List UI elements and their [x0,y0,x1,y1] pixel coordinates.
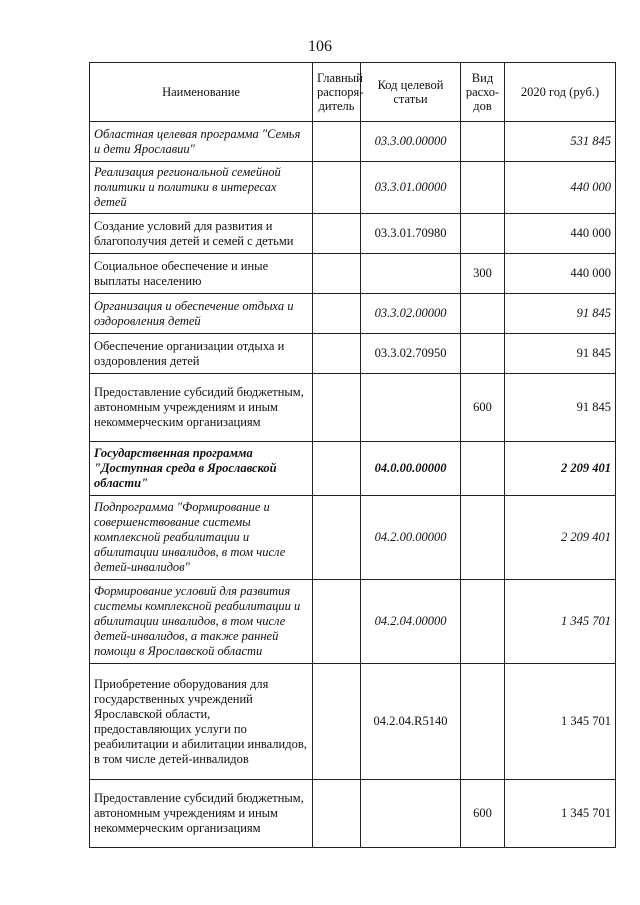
table-row [90,442,616,496]
cell-code: 03.3.01.70980 [361,214,461,254]
table-row [90,580,616,664]
table-row [90,162,616,214]
cell-admin [313,496,361,580]
cell-sum: 1 345 701 [505,664,616,780]
cell-name: Организация и обеспечение отдыха и оздоровления детей [90,294,313,334]
cell-sum: 1 345 701 [505,780,616,848]
cell-name: Областная целевая программа "Семья и дети Ярославии" [90,122,313,162]
header-admin: Главный распоря-дитель [313,63,361,122]
cell-code: 04.0.00.00000 [361,442,461,496]
table-header-row [90,63,616,122]
page-number: 106 [308,38,332,55]
cell-name: Государственная программа "Доступная среда в Ярославской области" [90,442,313,496]
cell-admin [313,580,361,664]
cell-name: Социальное обеспечение и иные выплаты населению [90,254,313,294]
table-row [90,122,616,162]
cell-type [461,294,505,334]
budget-table [89,62,616,848]
cell-admin [313,254,361,294]
cell-type [461,162,505,214]
cell-type [461,442,505,496]
cell-code [361,780,461,848]
table-row [90,664,616,780]
cell-name: Предоставление субсидий бюджетным, автономным учреждениям и иным некоммерческим организациям [90,374,313,442]
cell-type [461,580,505,664]
cell-admin [313,214,361,254]
cell-sum: 1 345 701 [505,580,616,664]
cell-code: 04.2.00.00000 [361,496,461,580]
cell-admin [313,780,361,848]
cell-sum: 2 209 401 [505,442,616,496]
cell-name: Формирование условий для развития системы комплексной реабилитации и абилитации инвалидов, в том числе детей-инвалидов, а также ранней помощи в Ярославской области [90,580,313,664]
cell-sum: 440 000 [505,162,616,214]
table-row [90,374,616,442]
cell-code: 04.2.04.00000 [361,580,461,664]
cell-name: Обеспечение организации отдыха и оздоровления детей [90,334,313,374]
table-row [90,254,616,294]
cell-admin [313,374,361,442]
cell-type: 600 [461,780,505,848]
cell-code: 03.3.02.70950 [361,334,461,374]
table-row [90,496,616,580]
cell-sum: 440 000 [505,214,616,254]
cell-name: Создание условий для развития и благополучия детей и семей с детьми [90,214,313,254]
header-name: Наименование [90,63,313,122]
cell-sum: 91 845 [505,374,616,442]
cell-type: 300 [461,254,505,294]
cell-code: 03.3.02.00000 [361,294,461,334]
cell-code: 03.3.00.00000 [361,122,461,162]
header-code: Код целевой статьи [361,63,461,122]
header-type: Вид расхо-дов [461,63,505,122]
cell-admin [313,334,361,374]
cell-code: 04.2.04.R5140 [361,664,461,780]
cell-name: Приобретение оборудования для государственных учреждений Ярославской области, предоставляющих услуги по реабилитации и абилитации инвалидов, в том числе детей-инвалидов [90,664,313,780]
cell-type [461,496,505,580]
cell-name: Реализация региональной семейной политики и политики в интересах детей [90,162,313,214]
cell-code: 03.3.01.00000 [361,162,461,214]
cell-sum: 440 000 [505,254,616,294]
cell-sum: 91 845 [505,294,616,334]
cell-admin [313,122,361,162]
cell-admin [313,442,361,496]
cell-type [461,214,505,254]
table-row [90,780,616,848]
cell-admin [313,294,361,334]
cell-type [461,122,505,162]
table-row [90,334,616,374]
cell-sum: 531 845 [505,122,616,162]
cell-sum: 2 209 401 [505,496,616,580]
cell-type [461,334,505,374]
header-sum: 2020 год (руб.) [505,63,616,122]
cell-admin [313,162,361,214]
cell-name: Предоставление субсидий бюджетным, автономным учреждениям и иным некоммерческим организациям [90,780,313,848]
cell-name: Подпрограмма "Формирование и совершенствование системы комплексной реабилитации и абилитации инвалидов, в том числе детей-инвалидов" [90,496,313,580]
cell-code [361,254,461,294]
cell-admin [313,664,361,780]
cell-code [361,374,461,442]
cell-type [461,664,505,780]
cell-type: 600 [461,374,505,442]
table-row [90,294,616,334]
cell-sum: 91 845 [505,334,616,374]
table-row [90,214,616,254]
